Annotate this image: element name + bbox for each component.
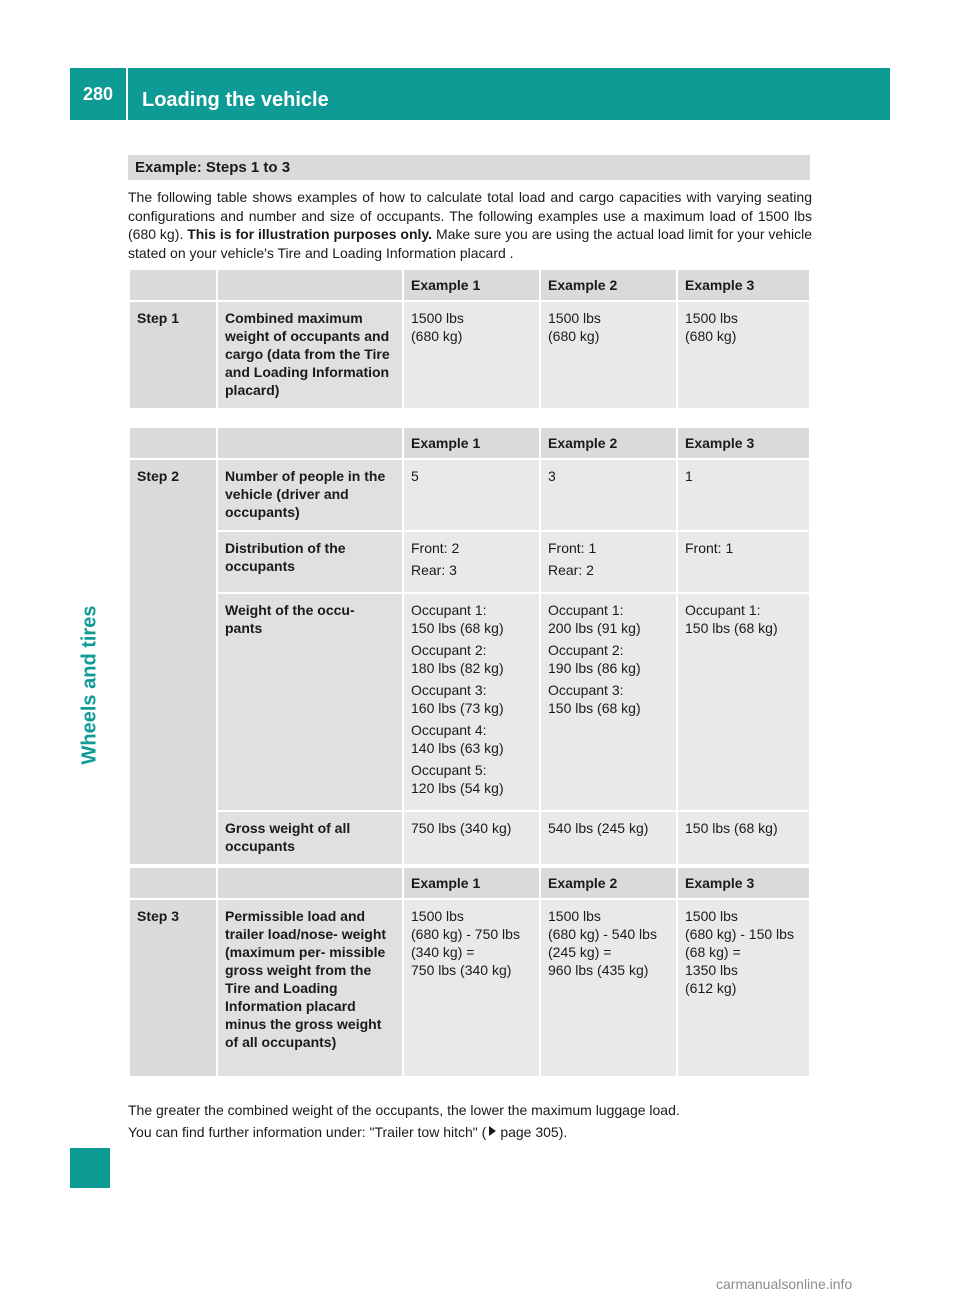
table-header-row xyxy=(129,427,810,459)
header-example-1: Example 1 xyxy=(403,867,540,899)
row-label: Gross weight of all occupants xyxy=(217,811,403,865)
table-row xyxy=(129,531,810,593)
value-line: Front: 1 xyxy=(548,540,597,556)
occupant-entry xyxy=(411,681,532,717)
value-line: Rear: 2 xyxy=(548,562,594,578)
value-cell: 750 lbs (340 kg) xyxy=(403,811,540,865)
value-line: 1500 lbs xyxy=(411,310,464,326)
occupant-entry xyxy=(548,681,669,717)
value-line: 1500 lbs xyxy=(411,908,464,924)
footer-note: The greater the combined weight of the occupants, the lower the maximum luggage load. xyxy=(128,1102,680,1118)
value-cell xyxy=(540,531,677,593)
value-line: (680 kg) - 150 lbs xyxy=(685,926,794,942)
value-cell xyxy=(403,531,540,593)
value-cell xyxy=(540,301,677,409)
header-empty-cell xyxy=(217,867,403,899)
watermark: carmanualsonline.info xyxy=(716,1276,853,1292)
side-tab-marker xyxy=(70,1148,110,1188)
value-cell xyxy=(677,301,810,409)
value-line: (680 kg) xyxy=(685,328,737,344)
header-example-2: Example 2 xyxy=(540,269,677,301)
value-cell xyxy=(403,593,540,811)
table-row xyxy=(129,593,810,811)
intro-paragraph xyxy=(128,188,812,262)
header-example-1: Example 1 xyxy=(403,427,540,459)
row-label: Weight of the occu- pants xyxy=(217,593,403,811)
occupant-label: Occupant 3: xyxy=(548,682,624,698)
value-line: 1350 lbs xyxy=(685,962,738,978)
occupant-label: Occupant 3: xyxy=(411,682,487,698)
header-example-2: Example 2 xyxy=(540,427,677,459)
step-label: Step 2 xyxy=(129,459,217,865)
header-empty-cell xyxy=(217,427,403,459)
value-cell xyxy=(540,593,677,811)
value-line: (245 kg) = xyxy=(548,944,612,960)
value-line: (680 kg) - 540 lbs xyxy=(548,926,657,942)
table-header-row xyxy=(129,867,810,899)
header-empty-cell xyxy=(217,269,403,301)
header-divider xyxy=(126,68,128,120)
side-tab xyxy=(70,540,110,830)
page-number: 280 xyxy=(82,84,114,104)
cross-reference-text: You can find further information under: "Trailer tow hitch" ( xyxy=(128,1124,487,1140)
value-cell xyxy=(403,899,540,1077)
header-example-2: Example 2 xyxy=(540,867,677,899)
value-line: 1500 lbs xyxy=(685,310,738,326)
occupant-label: Occupant 4: xyxy=(411,722,487,738)
occupant-entry xyxy=(548,601,669,637)
header-empty-cell xyxy=(129,427,217,459)
value-line: 1500 lbs xyxy=(548,908,601,924)
occupant-weight: 190 lbs (86 kg) xyxy=(548,660,641,676)
page-title: Loading the vehicle xyxy=(142,89,329,111)
row-label: Number of people in the vehicle (driver and occupants) xyxy=(217,459,403,531)
value-line: 750 lbs (340 kg) xyxy=(411,962,512,978)
page-reference-arrow-icon xyxy=(489,1126,496,1136)
step2-table xyxy=(128,426,811,866)
section-title: Example: Steps 1 to 3 xyxy=(135,159,291,176)
step1-table xyxy=(128,268,811,410)
intro-text-1: The following table shows examples of how to calculate total load and cargo capacities with varying seating configurations and number and size of occupants. The following examples use a maximum load of 1500 lbs (680 kg). xyxy=(128,189,812,243)
intro-bold: This is for illustration purposes only. xyxy=(187,226,433,243)
occupant-weight: 150 lbs (68 kg) xyxy=(411,620,504,636)
table-row xyxy=(129,459,810,531)
value-cell: 540 lbs (245 kg) xyxy=(540,811,677,865)
occupant-weight: 150 lbs (68 kg) xyxy=(685,620,778,636)
occupant-weight: 150 lbs (68 kg) xyxy=(548,700,641,716)
value-line: 960 lbs (435 kg) xyxy=(548,962,649,978)
value-line: (680 kg) xyxy=(548,328,600,344)
table-row xyxy=(129,811,810,865)
row-label: Distribution of the occupants xyxy=(217,531,403,593)
occupant-weight: 180 lbs (82 kg) xyxy=(411,660,504,676)
step3-table xyxy=(128,866,811,1078)
occupant-label: Occupant 5: xyxy=(411,762,487,778)
table-header-row xyxy=(129,269,810,301)
value-line: (68 kg) = xyxy=(685,944,741,960)
occupant-entry xyxy=(685,601,802,637)
header-example-1: Example 1 xyxy=(403,269,540,301)
table-row xyxy=(129,899,810,1077)
occupant-label: Occupant 1: xyxy=(685,602,761,618)
step-label: Step 1 xyxy=(129,301,217,409)
header-empty-cell xyxy=(129,867,217,899)
value-line: Front: 2 xyxy=(411,540,460,556)
row-label: Permissible load and trailer load/nose- weight (maximum per- missible gross weight from the Tire and Loading Information placard minus the gross weight of all occupants) xyxy=(217,899,403,1077)
value-cell xyxy=(677,899,810,1077)
occupant-label: Occupant 1: xyxy=(411,602,487,618)
intro-text-2: Make sure you are using the actual load limit for your vehicle stated on your vehicle's Tire and Loading Information placard . xyxy=(128,226,812,261)
value-line: (612 kg) xyxy=(685,980,737,996)
value-cell: 3 xyxy=(540,459,677,531)
occupant-label: Occupant 2: xyxy=(548,642,624,658)
value-line: (340 kg) = xyxy=(411,944,475,960)
value-line: (680 kg) xyxy=(411,328,463,344)
value-line: 1500 lbs xyxy=(548,310,601,326)
value-cell: 1 xyxy=(677,459,810,531)
value-line: (680 kg) - 750 lbs xyxy=(411,926,520,942)
value-cell xyxy=(403,301,540,409)
occupant-entry xyxy=(411,761,532,797)
occupant-label: Occupant 2: xyxy=(411,642,487,658)
section-heading xyxy=(128,155,810,180)
header-example-3: Example 3 xyxy=(677,269,810,301)
value-cell xyxy=(677,593,810,811)
occupant-weight: 200 lbs (91 kg) xyxy=(548,620,641,636)
row-label: Combined maximum weight of occupants and cargo (data from the Tire and Loading Information placard) xyxy=(217,301,403,409)
value-line: Front: 1 xyxy=(685,540,734,556)
table-row xyxy=(129,301,810,409)
occupant-entry xyxy=(411,641,532,677)
value-cell xyxy=(677,531,810,593)
page-reference-link[interactable]: page 305). xyxy=(500,1124,568,1140)
occupant-entry xyxy=(411,721,532,757)
value-line: Rear: 3 xyxy=(411,562,457,578)
cross-reference xyxy=(128,1123,567,1141)
occupant-label: Occupant 1: xyxy=(548,602,624,618)
value-cell: 150 lbs (68 kg) xyxy=(677,811,810,865)
occupant-entry xyxy=(548,641,669,677)
occupant-entry xyxy=(411,601,532,637)
header-example-3: Example 3 xyxy=(677,427,810,459)
step-label: Step 3 xyxy=(129,899,217,1077)
value-line: 1500 lbs xyxy=(685,908,738,924)
occupant-weight: 160 lbs (73 kg) xyxy=(411,700,504,716)
side-tab-label: Wheels and tires xyxy=(78,605,101,765)
value-cell xyxy=(540,899,677,1077)
occupant-weight: 140 lbs (63 kg) xyxy=(411,740,504,756)
value-cell: 5 xyxy=(403,459,540,531)
occupant-weight: 120 lbs (54 kg) xyxy=(411,780,504,796)
header-example-3: Example 3 xyxy=(677,867,810,899)
header-empty-cell xyxy=(129,269,217,301)
